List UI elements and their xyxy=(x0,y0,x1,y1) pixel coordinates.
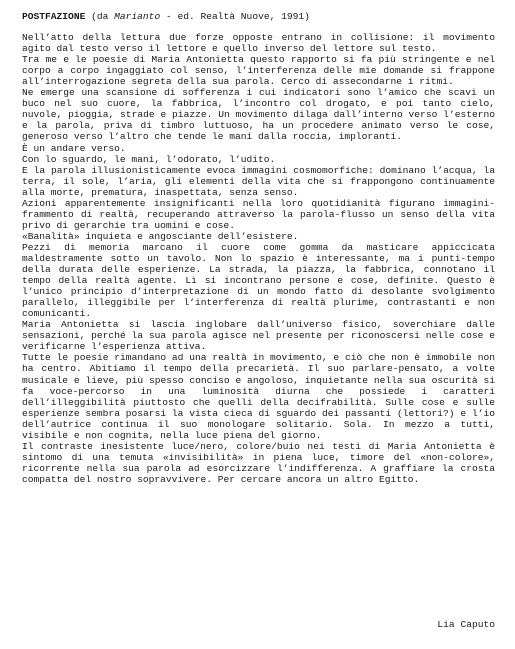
paragraph: Il contraste inesistente luce/nero, colore/buio nei testi di Maria Antonietta è sintomo di una temuta «invisibilità» in piena luce, timore del «non-colore», ricorrente nella sua parola ad esorcizzare l’indifferenza. A graffiare la crosta compatta del nostro sopravvivere. Per cercare ancora un altro Egitto. xyxy=(22,440,495,485)
paragraph: Tra me e le poesie di Maria Antonietta questo rapporto si fa più stringente e nel corpo a corpo ingaggiato col senso, l’interferenza delle mie domande si frappone all’interrogazione segreta della sua parola. Cerco di assecondarne i ritmi. xyxy=(22,54,495,88)
paragraph: Con lo sguardo, le mani, l’odorato, l’udito. xyxy=(22,153,276,165)
document-body xyxy=(22,32,495,485)
title-heading: POSTFAZIONE xyxy=(22,11,86,22)
document-title xyxy=(22,11,495,22)
paragraph: «Banalità» inquieta e angosciante dell’esistere. xyxy=(22,230,299,242)
paragraph: E la parola illusionisticamente evoca immagini cosmomorfiche: dominano l’acqua, la terra, il sole, l’aria, gli elementi della vita che si frappongono continuamente alla morte, prematura, inaspettata, senza senso. xyxy=(22,164,495,198)
paragraph: Pezzi di memoria marcano il cuore come gomma da masticare appiccicata maldestramente sotto un tavolo. Non lo spazio è interessante, ma i punti-tempo della durata delle esperienze. La strada, la piazza, la fabbrica, connotano il tempo della realtà agente. Lì si incontrano persone e cose, definite. Questo è l’unico principio d’interpretazione di un mondo fatto di desolante svolgimento parallelo, illeggibile per l’interferenza di realtà plurime, contrastanti e non comunicanti. xyxy=(22,241,495,320)
document-page xyxy=(22,11,495,630)
paragraph: Nell’atto della lettura due forze opposte entrano in collisione: il movimento agito dal testo verso il lettore e quello inverso del lettore sul testo. xyxy=(22,32,495,55)
author-signature: Lia Caputo xyxy=(437,619,495,630)
paragraph: Tutte le poesie rimandano ad una realtà in movimento, e ciò che non è immobile non ha centro. Abitiamo il tempo della precarietà. Il suo parlare-pensato, a volte musicale e lieve, più spesso conciso e angoloso, inquietante nella sua oscurità si fa voce-percorso in una luminosità diurna che possiede i caratteri dell’illeggibilità piuttosto che quelli della decifrabilità. Sulle cose e sulle esperienze sembra posarsi la vista cieca di sguardo dei passanti (lettori?) e l’io dell’autrice continua il suo monologare solitario. Sola. In mezzo a tutti, visibile e non cognita, nella luce piena del giorno. xyxy=(22,352,495,441)
paragraph: Azioni apparentemente insignificanti nella loro quotidianità figurano immagini-frammento di realtà, recuperando attraverso la parola-flusso un senso della vita privo di gerarchie tra uomini e cose. xyxy=(22,197,495,231)
paragraph: Ne emerge una scansione di sofferenza i cui indicatori sono l’amico che scavi un buco nel suo cuore, la fabbrica, l’incontro col drogato, e poi tanto cielo, nuvole, pioggia, strade e piazze. Un movimento dilaga dall’interno verso l’esterno e la parola, priva di timbro luttuoso, ha un procedere animato verso le cose, generoso verso l’altro che tende le mani dalla roccia, imploranti. xyxy=(22,87,495,143)
paragraph: Maria Antonietta si lascia inglobare dall’universo fisico, soverchiare dalle sensazioni, perché la sua parola agisce nel presente per riconoscersi nelle cose e verificarne l’esperienza attiva. xyxy=(22,319,495,353)
paragraph: È un andare verso. xyxy=(22,142,126,154)
title-book-name: Marianto xyxy=(114,11,161,22)
title-source-open: (da xyxy=(85,11,115,22)
title-publisher: - ed. Realtà Nuove, 1991) xyxy=(160,11,310,22)
